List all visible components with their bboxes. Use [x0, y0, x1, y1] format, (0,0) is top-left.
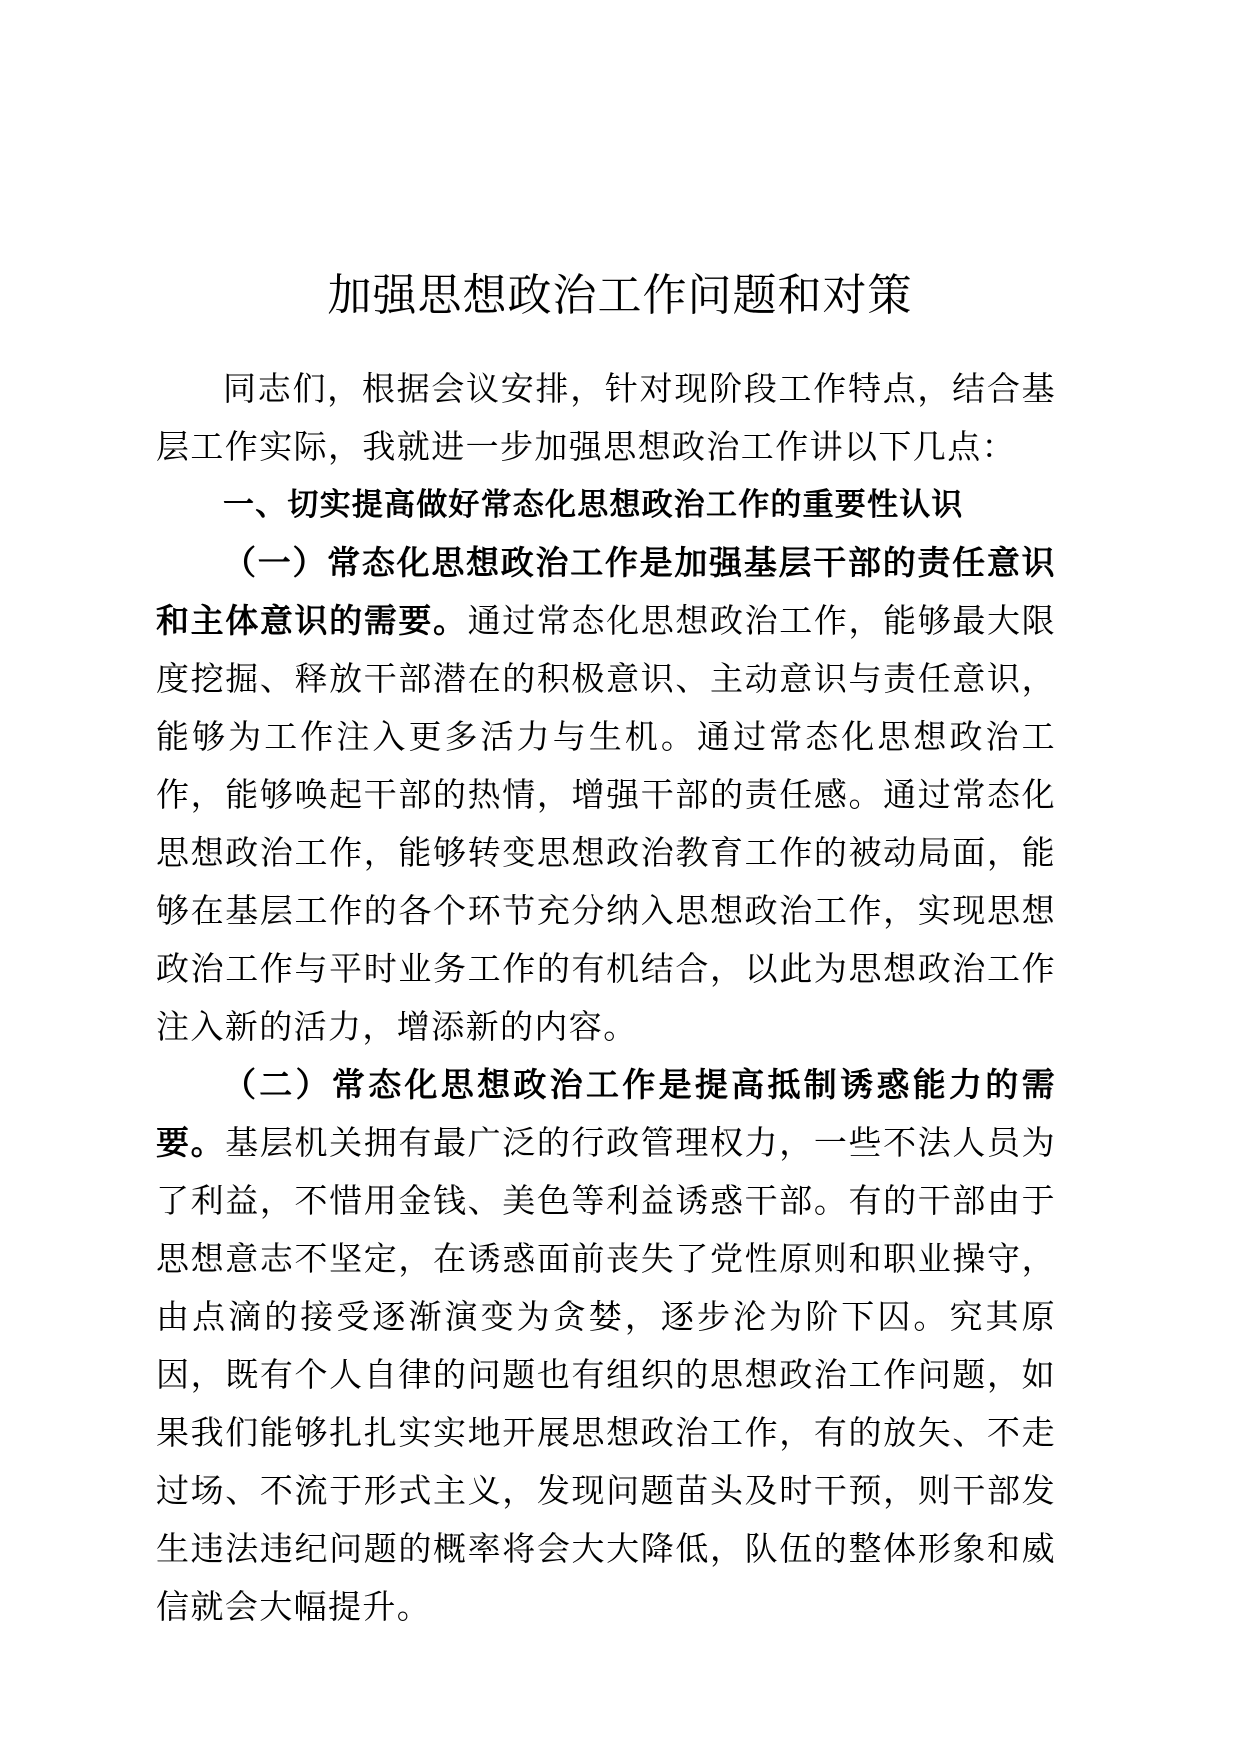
section-heading: 一、切实提高做好常态化思想政治工作的重要性认识 — [223, 487, 964, 523]
point-two-text: 基层机关拥有最广泛的行政管理权力，一些不法人员为了利益，不惜用金钱、美色等利益诱惑干部。有的干部由于思想意志不坚定，在诱惑面前丧失了党性原则和职业操守，由点滴的接受逐渐演变为贪婪，逐步沦为阶下囚。究其原因，既有个人自律的问题也有组织的思想政治工作问题，如果我们能够扎扎实实地开展思想政治工作，有的放矢、不走过场、不流于形式主义，发现问题苗头及时干预，则干部发生违法违纪问题的概率将会大大降低，队伍的整体形象和威信就会大幅提升。 — [156, 1123, 1056, 1626]
point-two-paragraph — [156, 1056, 1056, 1636]
point-two-lead: （二）常态化思想政治工作是提高抵制诱惑能力的需要。 — [156, 1065, 1056, 1162]
point-one-lead: （一）常态化思想政治工作是加强基层干部的责任意识和主体意识的需要。 — [156, 543, 1056, 640]
point-one-text: 通过常态化思想政治工作，能够最大限度挖掘、释放干部潜在的积极意识、主动意识与责任意识，能够为工作注入更多活力与生机。通过常态化思想政治工作，能够唤起干部的热情，增强干部的责任感。通过常态化思想政治工作，能够转变思想政治教育工作的被动局面，能够在基层工作的各个环节充分纳入思想政治工作，实现思想政治工作与平时业务工作的有机结合，以此为思想政治工作注入新的活力，增添新的内容。 — [156, 601, 1056, 1046]
point-one-paragraph — [156, 534, 1056, 1056]
document-title: 加强思想政治工作问题和对策 — [327, 270, 913, 321]
intro-paragraph: 同志们，根据会议安排，针对现阶段工作特点，结合基层工作实际，我就进一步加强思想政治工作讲以下几点： — [156, 369, 1056, 466]
document-body — [156, 360, 1056, 1636]
